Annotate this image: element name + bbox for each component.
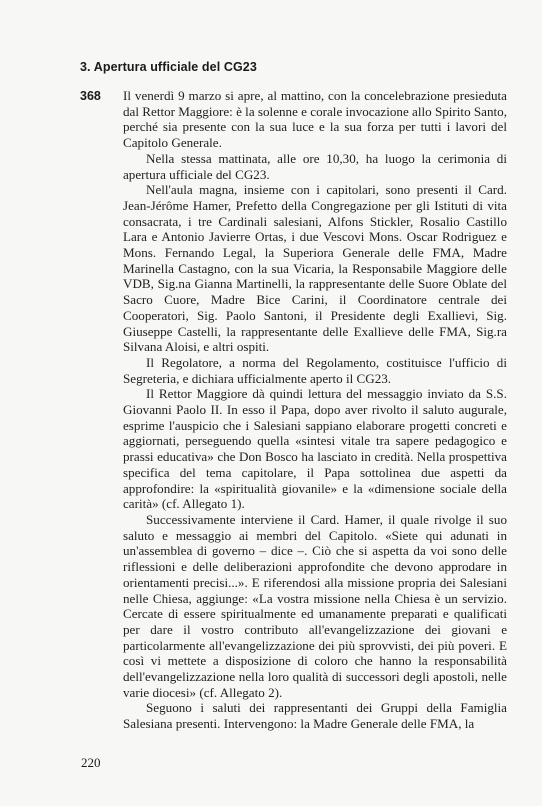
paragraph-number: 368	[80, 89, 101, 103]
body-text	[123, 88, 507, 732]
paragraph-cardinal-hamer: Successivamente interviene il Card. Hamer, il quale rivolge il suo saluto e messaggio ai membri del Capitolo. «Siete qui adunati in un'assemblea di governo – dice –. Ciò che si aspetta da voi sono delle riflessioni e delle deliberazioni approfondite che devono approdare in orientamenti precisi...». E riferendosi alla missione propria dei Salesiani nelle Chiesa, aggiunge: «La vostra missione nella Chiesa è un servizio. Cercate di essere spiritualmente ed umanamente preparati e qualificati per dare il vostro contributo all'evangelizzazione dei giovani e particolarmente all'evangelizzazione dei più sprovvisti, dei più poveri. E così vi mettete a disposizione di coloro che hanno la responsabilità dell'evangelizzazione nella loro qualità di successori degli apostoli, nelle varie diocesi» (cf. Allegato 2).	[123, 511, 507, 700]
paragraph-opening-ceremony: Nella stessa mattinata, alle ore 10,30, ha luogo la cerimonia di apertura ufficiale del CG23.	[123, 150, 507, 182]
paragraph-greetings: Seguono i saluti dei rappresentanti dei Gruppi della Famiglia Salesiana presenti. Intervengono: la Madre Generale delle FMA, la	[123, 700, 507, 732]
paragraph-opening: Il venerdì 9 marzo si apre, al mattino, con la concelebrazione presieduta dal Rettor Maggiore: è la solenne e corale invocazione allo Spirito Santo, perché sia presente con la sua luce e la sua forza per tutti i lavori del Capitolo Generale.	[123, 88, 507, 151]
paragraph-attendees: Nell'aula magna, insieme con i capitolari, sono presenti il Card. Jean-Jérôme Hamer, Prefetto della Congregazione per gli Istituti di vita consacrata, i tre Cardinali salesiani, Alfons Stickler, Rosalio Castillo Lara e Antonio Javierre Ortas, i due Vescovi Mons. Oscar Rodriguez e Mons. Fernando Legal, la Superiora Generale delle FMA, Madre Marinella Castagno, con la sua Vicaria, la Responsabile Maggiore delle VDB, Sig.na Gianna Martinelli, la rappresentante delle Suore Oblate del Sacro Cuore, Madre Bice Carini, il Coordinatore centrale dei Cooperatori, Sig. Paolo Santoni, il Presidente degli Exallievi, Sig. Giuseppe Castelli, la rappresentante delle Exallieve delle FMA, Sig.ra Silvana Aloisi, e altri ospiti.	[123, 182, 507, 355]
paragraph-papal-message: Il Rettor Maggiore dà quindi lettura del messaggio inviato da S.S. Giovanni Paolo II. In esso il Papa, dopo aver rivolto il saluto augurale, esprime l'auspicio che i Salesiani sappiano elaborare progetti concreti e aggiornati, perseguendo quella «sintesi vitale tra sapere pedagogico e prassi educativa» che Don Bosco ha lasciato in credità. Nella prospettiva specifica del tema capitolare, il Papa sottolinea due aspetti da approfondire: la «spiritualità giovanile» e la «dimensione sociale della carità» (cf. Allegato 1).	[123, 386, 507, 512]
page-number: 220	[81, 755, 101, 770]
paragraph-secretariat: Il Regolatore, a norma del Regolamento, costituisce l'ufficio di Segreteria, e dichiara ufficialmente aperto il CG23.	[123, 354, 507, 386]
section-heading: 3. Apertura ufficiale del CG23	[80, 60, 257, 74]
